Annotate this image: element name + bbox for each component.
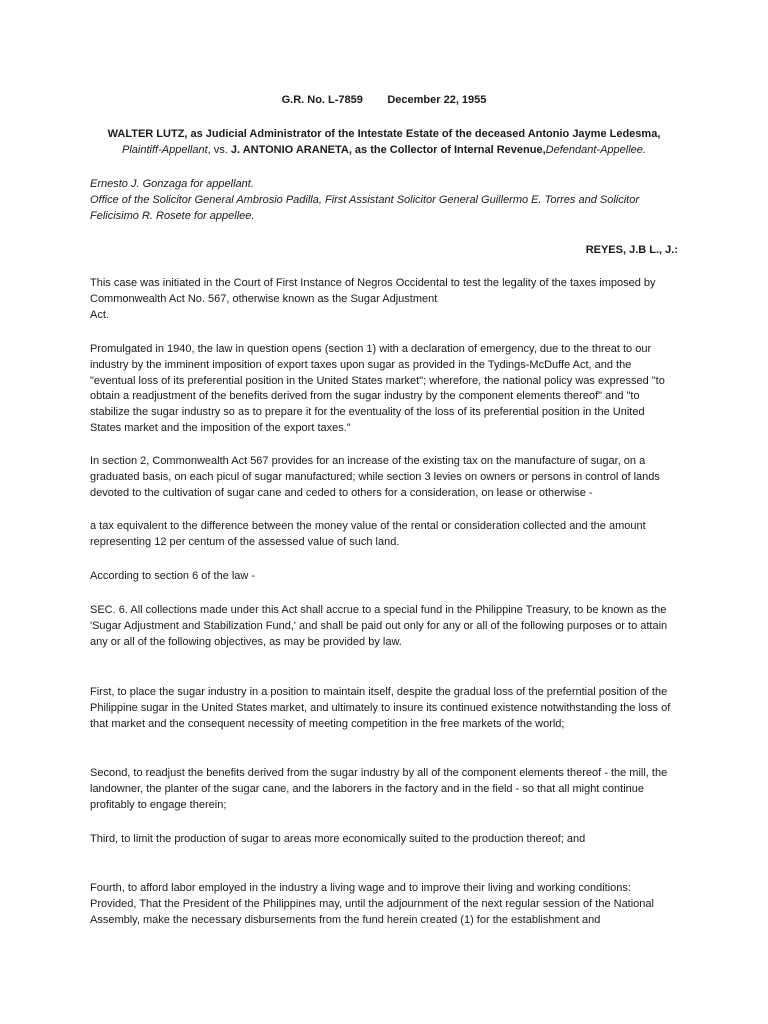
- paragraph-1: [90, 276, 678, 323]
- paragraph-7: First, to place the sugar industry in a position to maintain itself, despite the gradual loss of the preferntial position of the Philippine sugar in the United States market, and ultimately to insure its continued existence notwithstanding the loss of that market and the consequent necessity of meeting competition in the free markets of the world;: [90, 686, 671, 730]
- case-header: [90, 93, 678, 109]
- paragraph-4: a tax equivalent to the difference between the money value of the rental or consideration collected and the amount representing 12 per centum of the assessed value of such land.: [90, 520, 646, 548]
- paragraph-8: Second, to readjust the benefits derived from the sugar industry by all of the component elements thereof - the mill, the landowner, the planter of the sugar cane, and the laborers in the factory and in the field - so that all might continue profitably to engage therein;: [90, 767, 668, 811]
- plaintiff-role: Plaintiff-Appellant: [122, 143, 208, 156]
- paragraph-5: According to section 6 of the law -: [90, 570, 256, 582]
- plaintiff-name: WALTER LUTZ, as Judicial Administrator of the Intestate Estate of the deceased Antonio Jayme Ledesma,: [107, 128, 661, 140]
- case-date: December 22, 1955: [387, 94, 487, 106]
- paragraph-9: Third, to limit the production of sugar to areas more economically suited to the production thereof; and: [90, 833, 586, 845]
- ponente: REYES, J.B L., J.:: [585, 244, 678, 256]
- case-parties: [90, 127, 678, 159]
- paragraph-1-text: This case was initiated in the Court of First Instance of Negros Occidental to test the legality of the taxes imposed by Commonwealth Act No. 567, otherwise known as the Sugar Adjustment: [90, 277, 656, 305]
- paragraph-6: SEC. 6. All collections made under this Act shall accrue to a special fund in the Philippine Treasury, to be known as the 'Sugar Adjustment and Stabilization Fund,' and shall be paid out only for any or all of the following purposes or to attain any or all of the following objectives, as may be provided by law.: [90, 604, 668, 648]
- counsel-appellee: Office of the Solicitor General Ambrosio Padilla, First Assistant Solicitor General Guillermo E. Torres and Solicitor Felicisimo R. Rosete for appellee.: [90, 194, 639, 222]
- paragraph-10: Fourth, to afford labor employed in the industry a living wage and to improve their living and working conditions: Provided, That the President of the Philippines may, until the adjournment of the next regular session of the National Assembly, make the necessary disbursements from the fund herein created (1) for the establishment and: [90, 882, 654, 926]
- paragraph-1-end: Act.: [90, 308, 109, 321]
- paragraph-3: In section 2, Commonwealth Act 567 provides for an increase of the existing tax on the manufacture of sugar, on a graduated basis, on each picul of sugar manufactured; while section 3 levies on owners or persons in control of lands devoted to the cultivation of sugar cane and ceded to others for a consideration, on lease or otherwise -: [90, 455, 660, 499]
- case-number: G.R. No. L-7859: [281, 94, 363, 106]
- versus: , vs.: [207, 143, 228, 156]
- defendant-role: Defendant-Appellee.: [545, 143, 646, 156]
- paragraph-2: Promulgated in 1940, the law in question opens (section 1) with a declaration of emergency, due to the threat to our industry by the imminent imposition of export taxes upon sugar as provided in the Tydings-McDuffe Act, and the "eventual loss of its preferential position in the United States market"; wherefore, the national policy was expressed "to obtain a readjustment of the benefits derived from the sugar industry by the component elements thereof" and "to stabilize the sugar industry so as to prepare it for the eventuality of the loss of its preferential position in the United States market and the imposition of the export taxes.": [90, 343, 665, 434]
- defendant-name: J. ANTONIO ARANETA, as the Collector of Internal Revenue,: [230, 143, 546, 156]
- counsel-appellant: Ernesto J. Gonzaga for appellant.: [90, 178, 254, 190]
